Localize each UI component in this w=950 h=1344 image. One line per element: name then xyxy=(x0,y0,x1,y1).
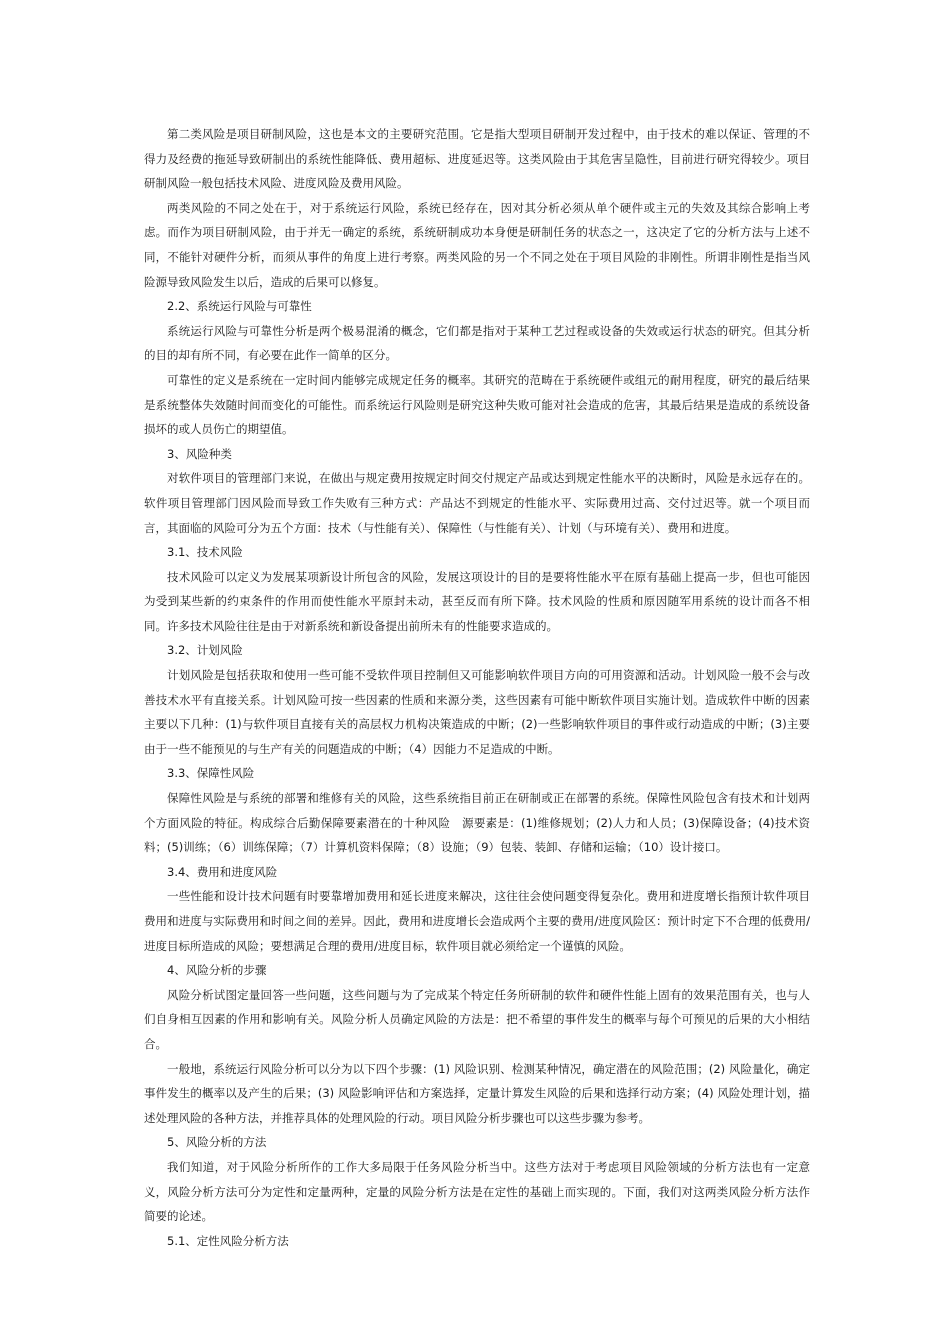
paragraph-technical-risk: 技术风险可以定义为发展某项新设计所包含的风险，发展这项设计的目的是要将性能水平在原有基础上提高一步，但也可能因为受到某些新的约束条件的作用而使性能水平原封未动，甚至反而有所下降。技术风险的性质和原因随军用系统的设计而各不相同。许多技术风险往往是由于对新系统和新设备提出前所未有的性能要求造成的。 xyxy=(144,569,810,633)
paragraph-risk-difference: 两类风险的不同之处在于，对于系统运行风险，系统已经存在，因对其分析必须从单个硬件或主元的失效及其综合影响上考虑。而作为项目研制风险，由于并无一确定的系统，系统研制成功本身便是研制任务的状态之一，这决定了它的分析方法与上述不同，不能针对硬件分析，而须从事件的角度上进行考察。两类风险的另一个不同之处在于项目风险的非刚性。所谓非刚性是指当风险源导致风险发生以后，造成的后果可以修复。 xyxy=(144,200,810,289)
heading-3: 3、风险种类 xyxy=(167,446,232,461)
heading-3-4: 3.4、费用和进度风险 xyxy=(167,864,278,879)
heading-5-1: 5.1、定性风险分析方法 xyxy=(167,1233,289,1248)
heading-5: 5、风险分析的方法 xyxy=(167,1135,267,1150)
paragraph-analysis-intro: 风险分析试图定量回答一些问题，这些问题与为了完成某个特定任务所研制的软件和硬件性能上固有的效果范围有关，也与人们自身相互因素的作用和影响有关。风险分析人员确定风险的方法是：把不希望的事件发生的概率与每个可预见的后果的大小相结合。 xyxy=(144,987,810,1051)
paragraph-risk-types: 对软件项目的管理部门来说，在做出与规定费用按规定时间交付规定产品或达到规定性能水平的决断时，风险是永远存在的。软件项目管理部门因风险而导致工作失败有三种方式：产品达不到规定的性能水平、实际费用过高、交付过迟等。就一个项目而言，其面临的风险可分为五个方面：技术（与性能有关）、保障性（与性能有关）、计划（与环境有关）、费用和进度。 xyxy=(144,471,810,535)
paragraph-analysis-steps: 一般地，系统运行风险分析可以分为以下四个步骤：(1) 风险识别、检测某种情况，确定潜在的风险范围；(2) 风险量化，确定事件发生的概率以及产生的后果；(3) 风险影响评估和方案选择，定量计算发生风险的后果和选择行动方案；(4) 风险处理计划，描述处理风险的各种方法，并推荐具体的处理风险的行动。项目风险分析步骤也可以这些步骤为参考。 xyxy=(144,1061,810,1125)
paragraph-project-risk: 第二类风险是项目研制风险，这也是本文的主要研究范围。它是指大型项目研制开发过程中，由于技术的难以保证、管理的不得力及经费的拖延导致研制出的系统性能降低、费用超标、进度延迟等。这类风险由于其危害呈隐性，目前进行研究得较少。项目研制风险一般包括技术风险、进度风险及费用风险。 xyxy=(144,127,810,191)
document-page xyxy=(144,122,810,1253)
paragraph-cost-schedule-risk: 一些性能和设计技术问题有时要靠增加费用和延长进度来解决，这往往会使问题变得复杂化。费用和进度增长指预计软件项目费用和进度与实际费用和时间之间的差异。因此，费用和进度增长会造成两个主要的费用/进度风险区：预计时定下不合理的低费用/进度目标所造成的风险；要想满足合理的费用/进度目标，软件项目就必须给定一个谨慎的风险。 xyxy=(144,889,810,953)
heading-4: 4、风险分析的步骤 xyxy=(167,963,267,978)
heading-3-2: 3.2、计划风险 xyxy=(167,643,243,658)
paragraph-reliability-intro: 系统运行风险与可靠性分析是两个极易混淆的概念，它们都是指对于某种工艺过程或设备的失效或运行状态的研究。但其分析的目的却有所不同，有必要在此作一简单的区分。 xyxy=(144,323,810,363)
paragraph-reliability-def: 可靠性的定义是系统在一定时间内能够完成规定任务的概率。其研究的范畴在于系统硬件或组元的耐用程度，研究的最后结果是系统整体失效随时间而变化的可能性。而系统运行风险则是研究这种失败可能对社会造成的危害，其最后结果是造成的系统设备损坏的或人员伤亡的期望值。 xyxy=(144,372,810,437)
heading-3-3: 3.3、保障性风险 xyxy=(167,766,255,781)
heading-3-1: 3.1、技术风险 xyxy=(167,545,243,560)
paragraph-plan-risk: 计划风险是包括获取和使用一些可能不受软件项目控制但又可能影响软件项目方向的可用资源和活动。计划风险一般不会与改善技术水平有直接关系。计划风险可按一些因素的性质和来源分类，这些因素有可能中断软件项目实施计划。造成软件中断的因素主要以下几种：(1)与软件项目直接有关的高层权力机构决策造成的中断；(2)一些影响软件项目的事件或行动造成的中断；(3)主要由于一些不能预见的与生产有关的问题造成的中断；（4）因能力不足造成的中断。 xyxy=(144,668,810,756)
paragraph-support-risk: 保障性风险是与系统的部署和维修有关的风险，这些系统指目前正在研制或正在部署的系统。保障性风险包含有技术和计划两个方面风险的特征。构成综合后勤保障要素潜在的十种风险 源要素是：(1)维修规划；(2)人力和人员；(3)保障设备；(4)技术资料；(5)训练；（6）训练保障；（7）计算机资料保障；（8）设施；（9）包装、装卸、存储和运输；（10）设计接口。 xyxy=(144,791,810,855)
heading-2-2: 2.2、系统运行风险与可靠性 xyxy=(167,299,312,314)
paragraph-methods: 我们知道，对于风险分析所作的工作大多局限于任务风险分析当中。这些方法对于考虑项目风险领域的分析方法也有一定意义，风险分析方法可分为定性和定量两种，定量的风险分析方法是在定性的基础上而实现的。下面，我们对这两类风险分析方法作简要的论述。 xyxy=(144,1159,810,1224)
